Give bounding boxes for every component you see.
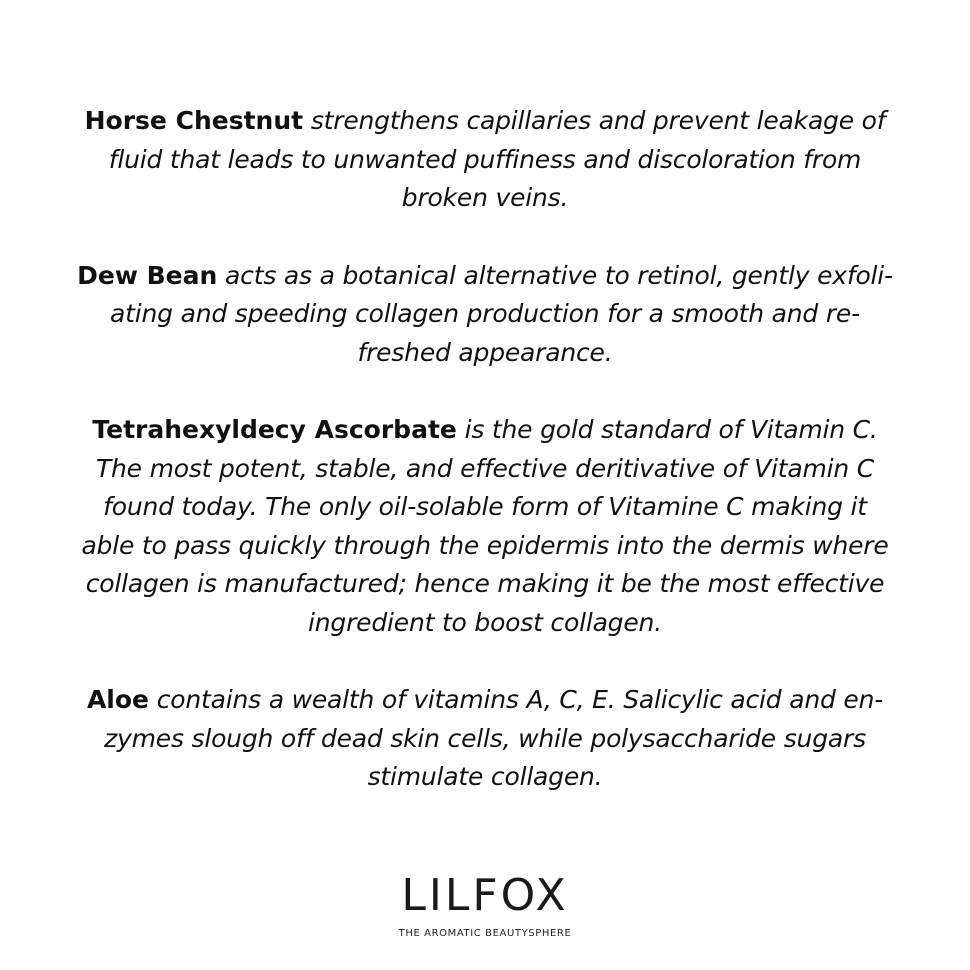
ingredient-term: Horse Chestnut xyxy=(84,106,304,135)
ingredient-description: is the gold standard of Vitamin C. xyxy=(456,415,878,444)
ingredient-line xyxy=(60,257,910,296)
ingredient-description: found today. The only oil-solable form of Vitamine C making it xyxy=(103,492,867,521)
ingredient-description: contains a wealth of vitamins A, C, E. Salicylic acid and en- xyxy=(149,685,884,714)
ingredient-dew-bean xyxy=(60,257,910,373)
ingredient-list xyxy=(60,102,910,836)
ingredient-description: fluid that leads to unwanted puffiness and discoloration from xyxy=(108,144,862,174)
ingredient-description: stimulate collagen. xyxy=(367,762,603,791)
ingredient-term: Dew Bean xyxy=(77,260,218,290)
ingredient-aloe xyxy=(60,681,910,797)
ingredient-description: ating and speeding collagen production for a smooth and re- xyxy=(110,299,860,328)
ingredient-description: The most potent, stable, and effective deritivative of Vitamin C xyxy=(95,453,875,483)
ingredient-tetrahexyldecy-ascorbate xyxy=(60,411,910,642)
ingredient-line xyxy=(60,681,910,720)
brand-logo xyxy=(0,868,970,939)
ingredient-description: collagen is manufactured; hence making it be the most effective xyxy=(85,569,885,598)
ingredient-description: zymes slough off dead skin cells, while polysaccharide sugars xyxy=(104,723,866,753)
ingredient-description: able to pass quickly through the epidermis into the dermis where xyxy=(81,530,889,560)
ingredient-description: strengthens capillaries and prevent leakage of xyxy=(303,106,886,135)
ingredient-description: freshed appearance. xyxy=(357,337,613,367)
ingredient-description: ingredient to boost collagen. xyxy=(308,607,662,637)
ingredient-line xyxy=(60,102,910,141)
ingredient-term: Tetrahexyldecy Ascorbate xyxy=(92,415,457,444)
ingredient-description: broken veins. xyxy=(401,183,569,212)
ingredient-horse-chestnut xyxy=(60,102,910,218)
ingredient-term: Aloe xyxy=(86,685,149,714)
ingredient-description: acts as a botanical alternative to retinol, gently exfoli- xyxy=(217,260,893,290)
brand-tagline: THE AROMATIC BEAUTYSPHERE xyxy=(398,928,572,939)
ingredient-line xyxy=(60,411,910,450)
brand-name: LILFOX xyxy=(401,870,569,921)
